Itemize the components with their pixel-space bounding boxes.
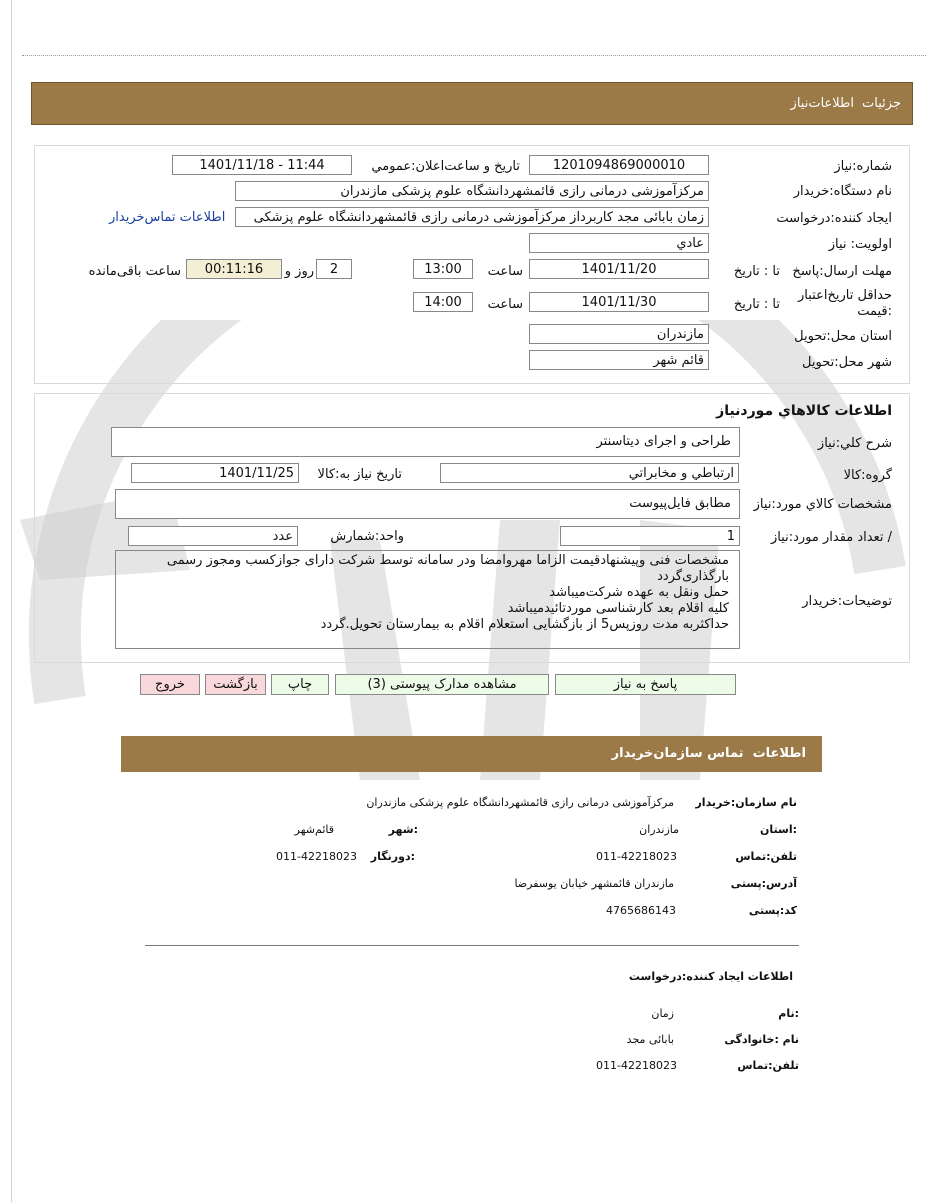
requester-phone-label: تلفن:تماس bbox=[737, 1059, 799, 1072]
buyer-notes-line: مشخصات فنی وپیشنهادقیمت الزاما مهروامضا ودر سامانه توسط شرکت دارای جوازکسب ومجوز رسمی بارگذاری‌گردد bbox=[166, 553, 729, 584]
announce-field: 1401/11/18 - 11:44 bbox=[172, 155, 352, 175]
priority-label: اولویت: نیاز bbox=[828, 237, 892, 252]
deadline-date-field: 1401/11/20 bbox=[529, 259, 709, 279]
contact-phone-value: 011-42218023 bbox=[596, 850, 677, 863]
deadline-time-field: 13:00 bbox=[413, 259, 473, 279]
deadline-to-date-label: تا : تاریخ bbox=[733, 264, 780, 279]
days-label: روز و bbox=[284, 264, 314, 279]
top-dotted-separator bbox=[22, 55, 926, 56]
requester-phone-value: 011-42218023 bbox=[596, 1059, 677, 1072]
contact-city-label: :شهر bbox=[388, 823, 418, 836]
unit-label: واحد:شمارش bbox=[330, 529, 404, 544]
buyer-label: نام دستگاه:خریدار bbox=[793, 184, 892, 199]
goods-section-title: اطلاعات کالاهاي موردنياز bbox=[716, 403, 892, 419]
contact-province-label: :استان bbox=[760, 823, 797, 836]
org-name-label: نام سازمان:خریدار bbox=[695, 796, 797, 809]
requester-family-label: نام :خانوادگی bbox=[724, 1033, 799, 1046]
province-field: مازندران bbox=[529, 324, 709, 344]
fax-value: 011-42218023 bbox=[276, 850, 357, 863]
city-label: شهر محل:تحویل bbox=[802, 355, 892, 370]
remaining-time-field: 00:11:16 bbox=[186, 259, 282, 279]
address-label: آدرس:پستی bbox=[730, 877, 797, 890]
exit-button[interactable]: خروج bbox=[140, 674, 200, 695]
contact-city-value: قائم‌شهر bbox=[294, 823, 334, 836]
contact-divider bbox=[145, 945, 799, 946]
postal-code-label: کد:پستی bbox=[748, 904, 797, 917]
need-date-label: تاریخ نیاز به:کالا bbox=[317, 467, 402, 482]
reply-button[interactable]: پاسخ به نیاز bbox=[555, 674, 736, 695]
buyer-notes-line: حداکثربه مدت روزپس5 از بازگشایی استعلام اقلام به بیمارستان تحویل.گردد bbox=[320, 617, 729, 632]
print-button[interactable]: چاپ bbox=[271, 674, 329, 695]
requester-name-label: :نام bbox=[778, 1007, 799, 1020]
validity-time-field: 14:00 bbox=[413, 292, 473, 312]
goods-group-field: ارتباطي و مخابراتي bbox=[440, 463, 739, 483]
requester-family-value: بابائی مجد bbox=[626, 1033, 674, 1046]
header-bar bbox=[31, 82, 913, 125]
contact-header-bar bbox=[121, 736, 822, 772]
spec-field: مطابق فایل‌پیوست bbox=[115, 489, 740, 519]
org-name-value: مرکزآموزشی درمانی رازی قائمشهردانشگاه علوم پزشکی مازندران bbox=[366, 796, 674, 809]
goods-group-label: گروه:کالا bbox=[843, 468, 892, 483]
validity-to-date-label: تا : تاریخ bbox=[733, 297, 780, 312]
validity-time-label: ساعت bbox=[487, 297, 523, 312]
general-desc-field: طراحی و اجرای دیتاسنتر bbox=[111, 427, 740, 457]
province-label: استان محل:تحویل bbox=[794, 329, 892, 344]
creator-label: ایجاد کننده:درخواست bbox=[776, 211, 892, 226]
contact-header-title: اطلاعات تماس سازمان‌خریدار bbox=[611, 746, 806, 761]
buyer-notes-box bbox=[115, 550, 740, 649]
attachments-button[interactable]: مشاهده مدارک پیوستی (3) bbox=[335, 674, 549, 695]
days-field: 2 bbox=[316, 259, 352, 279]
deadline-time-label: ساعت bbox=[487, 264, 523, 279]
quantity-field: 1 bbox=[560, 526, 740, 546]
contact-phone-label: تلفن:تماس bbox=[735, 850, 797, 863]
postal-code-value: 4765686143 bbox=[606, 904, 676, 917]
requester-name-value: زمان bbox=[651, 1007, 674, 1020]
need-date-field: 1401/11/25 bbox=[131, 463, 299, 483]
back-button[interactable]: بازگشت bbox=[205, 674, 266, 695]
buyer-notes-line: حمل ونقل به عهده شرکت‌میباشد bbox=[549, 585, 729, 600]
tab-details[interactable]: جزئیات bbox=[862, 96, 901, 111]
general-desc-label: شرح کلي:نياز bbox=[817, 436, 892, 451]
buyer-notes-label: توضیحات:خریدار bbox=[802, 594, 892, 609]
requester-section-title: اطلاعات ایجاد کننده:درخواست bbox=[628, 970, 793, 983]
deadline-label: مهلت ارسال:پاسخ bbox=[792, 264, 892, 279]
address-value: مازندران قائمشهر خیابان یوسفرضا bbox=[514, 877, 674, 890]
validity-date-field: 1401/11/30 bbox=[529, 292, 709, 312]
unit-field: عدد bbox=[128, 526, 298, 546]
tab-need-info[interactable]: اطلاعات‌نیاز bbox=[790, 96, 854, 111]
announce-label: تاریخ و ساعت‌اعلان:عمومي bbox=[371, 159, 520, 174]
buyer-field: مرکزآموزشی درمانی رازی قائمشهردانشگاه علوم پزشکی مازندران bbox=[235, 181, 709, 201]
creator-field: زمان بابائی مجد کاربرداز مرکزآموزشی درمانی رازی قائمشهردانشگاه علوم پزشکی bbox=[235, 207, 709, 227]
buyer-contact-link[interactable]: اطلاعات تماس‌خریدار bbox=[109, 210, 226, 225]
quantity-label: / تعداد مقدار مورد:نیاز bbox=[770, 530, 892, 545]
contact-province-value: مازندران bbox=[639, 823, 679, 836]
need-number-field: 1201094869000010 bbox=[529, 155, 709, 175]
buyer-notes-line: کلیه اقلام بعد کارشناسی موردتائیدمیباشد bbox=[507, 601, 729, 616]
need-number-label: شماره:نیاز bbox=[834, 159, 892, 174]
spec-label: مشخصات کالاي مورد:نياز bbox=[753, 497, 892, 512]
city-field: قائم شهر bbox=[529, 350, 709, 370]
validity-label: حداقل تاریخ‌اعتبار :قیمت bbox=[798, 288, 892, 319]
remaining-label: ساعت باقی‌مانده bbox=[88, 264, 181, 279]
fax-label: :دورنگار bbox=[370, 850, 415, 863]
priority-field: عادي bbox=[529, 233, 709, 253]
